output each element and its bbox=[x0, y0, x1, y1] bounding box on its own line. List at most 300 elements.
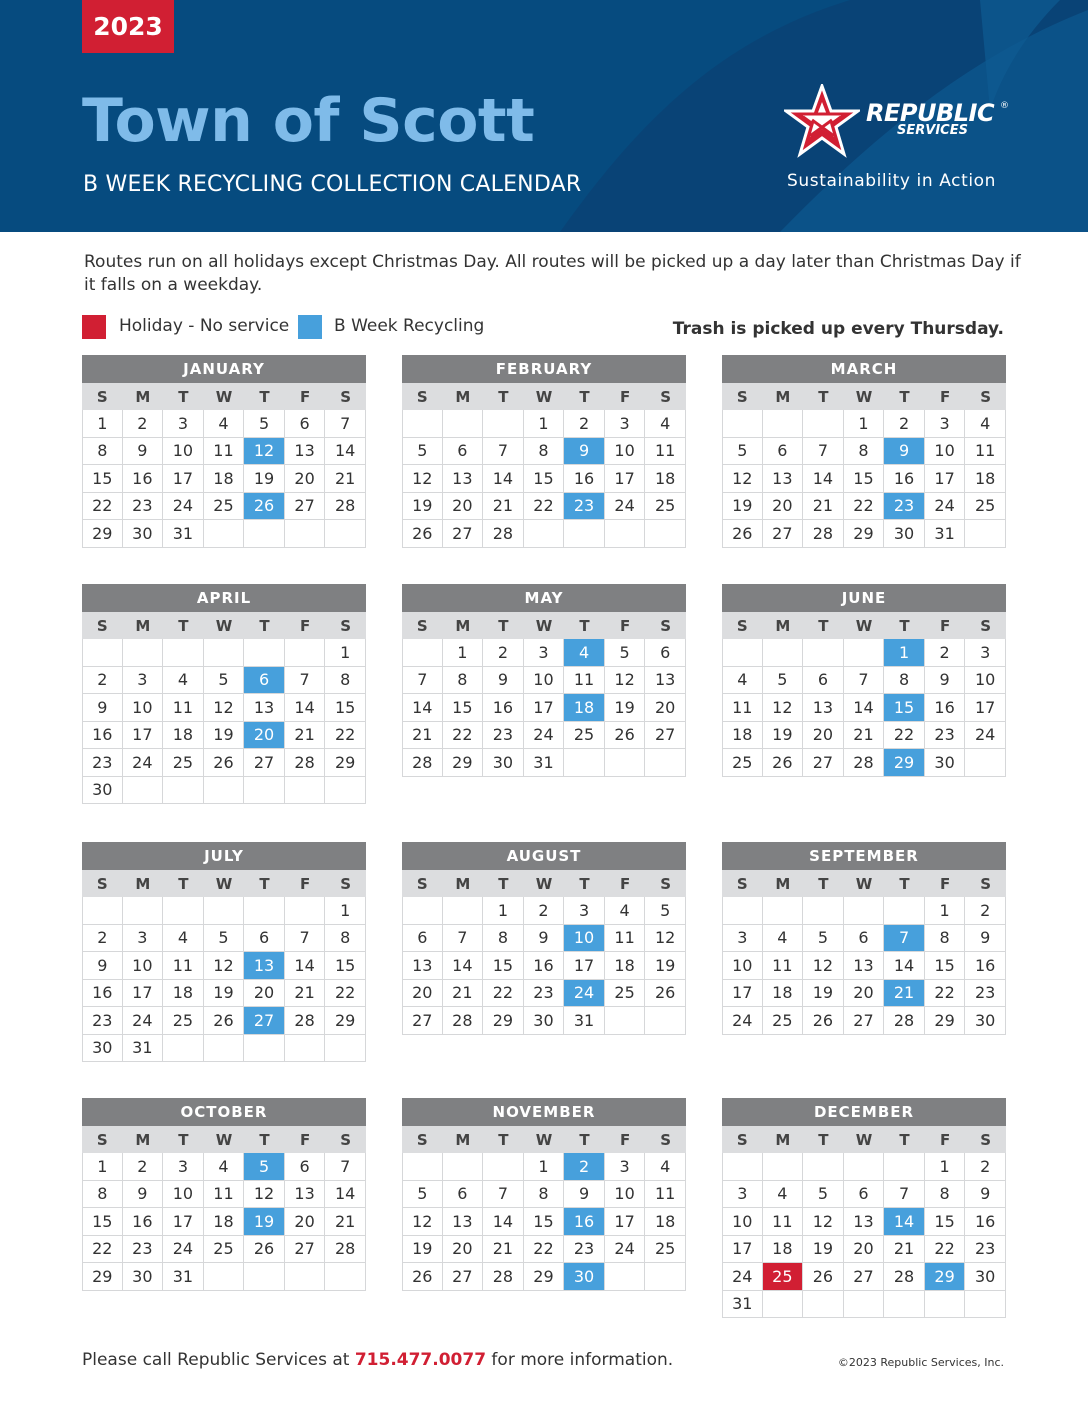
week-row bbox=[402, 749, 686, 777]
calendar-day: 8 bbox=[325, 667, 366, 695]
calendar-day: 2 bbox=[82, 667, 123, 695]
empty-day bbox=[803, 1291, 844, 1319]
intro-text: Routes run on all holidays except Christmas Day. All routes will be picked up a day later than Christmas Day if it falls on a weekday. bbox=[84, 252, 1021, 295]
week-row bbox=[722, 925, 1006, 953]
week-row bbox=[82, 438, 366, 466]
calendar-day: 14 bbox=[325, 438, 366, 466]
calendar-day: 19 bbox=[803, 1236, 844, 1264]
week-row bbox=[82, 1035, 366, 1063]
calendar-day: 17 bbox=[605, 465, 646, 493]
calendar-day: 30 bbox=[123, 1263, 164, 1291]
calendar-day: 5 bbox=[722, 438, 763, 466]
calendar-day: 18 bbox=[645, 1208, 686, 1236]
weekday-header: T bbox=[498, 616, 509, 635]
calendar-day: 4 bbox=[763, 925, 804, 953]
tagline: Sustainability in Action bbox=[787, 171, 997, 191]
calendar-day: 12 bbox=[204, 952, 245, 980]
calendar-day: 5 bbox=[605, 639, 646, 667]
weekday-header: S bbox=[660, 1130, 672, 1149]
empty-day bbox=[884, 897, 925, 925]
calendar-day: 10 bbox=[123, 694, 164, 722]
calendar-day: 1 bbox=[844, 410, 885, 438]
week-row bbox=[402, 925, 686, 953]
calendar-day: 27 bbox=[443, 520, 484, 548]
weekday-header: W bbox=[855, 1130, 873, 1149]
month-title: AUGUST bbox=[402, 842, 686, 870]
calendar-day: 9 bbox=[925, 667, 966, 695]
calendar-day: 22 bbox=[925, 1236, 966, 1264]
calendar-day: 19 bbox=[722, 493, 763, 521]
recycling-day: 26 bbox=[244, 493, 285, 521]
calendar-day: 20 bbox=[285, 1208, 326, 1236]
recycling-day: 5 bbox=[244, 1153, 285, 1181]
empty-day bbox=[844, 897, 885, 925]
calendar-day: 8 bbox=[82, 438, 123, 466]
weekday-header: T bbox=[178, 1130, 189, 1149]
calendar-day: 18 bbox=[204, 465, 245, 493]
month-december bbox=[722, 1098, 1006, 1318]
calendar-day: 26 bbox=[763, 749, 804, 777]
week-row bbox=[722, 1208, 1006, 1236]
calendar-day: 3 bbox=[564, 897, 605, 925]
weekday-header-row bbox=[82, 870, 366, 897]
empty-day bbox=[325, 1035, 366, 1063]
calendar-day: 20 bbox=[285, 465, 326, 493]
calendar-day: 3 bbox=[123, 667, 164, 695]
weekday-header: M bbox=[135, 874, 151, 893]
month-may bbox=[402, 584, 686, 777]
week-row bbox=[722, 1263, 1006, 1291]
week-row bbox=[402, 410, 686, 438]
week-row bbox=[402, 465, 686, 493]
calendar-day: 14 bbox=[483, 1208, 524, 1236]
calendar-day: 15 bbox=[82, 1208, 123, 1236]
calendar-day: 11 bbox=[965, 438, 1006, 466]
calendar-day: 8 bbox=[925, 1181, 966, 1209]
recycling-day: 9 bbox=[884, 438, 925, 466]
recycling-legend-swatch bbox=[298, 315, 322, 339]
empty-day bbox=[803, 410, 844, 438]
empty-day bbox=[402, 1153, 443, 1181]
empty-day bbox=[402, 410, 443, 438]
calendar-day: 12 bbox=[763, 694, 804, 722]
calendar-day: 14 bbox=[483, 465, 524, 493]
week-row bbox=[402, 694, 686, 722]
empty-day bbox=[524, 520, 565, 548]
footer-call-prefix: Please call Republic Services at bbox=[82, 1350, 355, 1370]
calendar-day: 15 bbox=[524, 1208, 565, 1236]
holiday-legend-label: Holiday - No service bbox=[119, 316, 290, 336]
calendar-day: 1 bbox=[925, 897, 966, 925]
calendar-day: 8 bbox=[325, 925, 366, 953]
empty-day bbox=[803, 897, 844, 925]
empty-day bbox=[244, 777, 285, 805]
calendar-day: 29 bbox=[844, 520, 885, 548]
calendar-day: 1 bbox=[483, 897, 524, 925]
week-row bbox=[402, 980, 686, 1008]
calendar-day: 21 bbox=[325, 465, 366, 493]
week-row bbox=[722, 749, 1006, 777]
weekday-header-row bbox=[402, 1126, 686, 1153]
footer-contact bbox=[82, 1350, 673, 1370]
calendar-day: 16 bbox=[483, 694, 524, 722]
weekday-header: T bbox=[178, 387, 189, 406]
calendar-day: 7 bbox=[884, 1181, 925, 1209]
calendar-day: 20 bbox=[844, 1236, 885, 1264]
calendar-day: 21 bbox=[884, 1236, 925, 1264]
calendar-day: 13 bbox=[244, 694, 285, 722]
calendar-day: 23 bbox=[965, 1236, 1006, 1264]
weekday-header: T bbox=[498, 1130, 509, 1149]
calendar-day: 23 bbox=[82, 749, 123, 777]
weekday-header-row bbox=[722, 1126, 1006, 1153]
empty-day bbox=[163, 639, 204, 667]
republic-star-icon bbox=[784, 84, 860, 158]
week-row bbox=[402, 722, 686, 750]
calendar-day: 17 bbox=[605, 1208, 646, 1236]
calendar-day: 18 bbox=[605, 952, 646, 980]
empty-day bbox=[564, 749, 605, 777]
calendar-day: 5 bbox=[204, 925, 245, 953]
week-row bbox=[82, 980, 366, 1008]
week-row bbox=[722, 639, 1006, 667]
calendar-day: 27 bbox=[645, 722, 686, 750]
calendar-day: 1 bbox=[325, 639, 366, 667]
recycling-day: 2 bbox=[564, 1153, 605, 1181]
weekday-header: T bbox=[899, 874, 910, 893]
calendar-day: 7 bbox=[483, 1181, 524, 1209]
calendar-day: 25 bbox=[204, 1236, 245, 1264]
calendar-day: 18 bbox=[645, 465, 686, 493]
weekday-header: F bbox=[299, 616, 311, 635]
calendar-day: 16 bbox=[965, 952, 1006, 980]
weekday-header: W bbox=[855, 874, 873, 893]
empty-day bbox=[645, 1007, 686, 1035]
calendar-day: 11 bbox=[763, 952, 804, 980]
recycling-day: 27 bbox=[244, 1007, 285, 1035]
weekday-header: M bbox=[775, 874, 791, 893]
calendar-day: 3 bbox=[163, 1153, 204, 1181]
week-row bbox=[722, 410, 1006, 438]
calendar-day: 20 bbox=[402, 980, 443, 1008]
weekday-header: M bbox=[135, 387, 151, 406]
weekday-header: T bbox=[579, 874, 590, 893]
calendar-day: 15 bbox=[325, 694, 366, 722]
empty-day bbox=[325, 777, 366, 805]
empty-day bbox=[722, 639, 763, 667]
month-january bbox=[82, 355, 366, 548]
calendar-day: 26 bbox=[402, 520, 443, 548]
logo-subtext: SERVICES bbox=[897, 123, 968, 138]
calendar-day: 30 bbox=[123, 520, 164, 548]
recycling-day: 4 bbox=[564, 639, 605, 667]
calendar-day: 10 bbox=[722, 1208, 763, 1236]
recycling-day: 12 bbox=[244, 438, 285, 466]
calendar-day: 19 bbox=[402, 493, 443, 521]
weekday-header: T bbox=[178, 874, 189, 893]
recycling-day: 20 bbox=[244, 722, 285, 750]
weekday-header: S bbox=[416, 1130, 428, 1149]
calendar-day: 12 bbox=[402, 465, 443, 493]
calendar-day: 13 bbox=[285, 438, 326, 466]
calendar-day: 29 bbox=[82, 520, 123, 548]
calendar-day: 15 bbox=[82, 465, 123, 493]
registered-mark: ® bbox=[1000, 101, 1009, 111]
month-june bbox=[722, 584, 1006, 777]
calendar-day: 11 bbox=[564, 667, 605, 695]
calendar-day: 17 bbox=[722, 1236, 763, 1264]
week-row bbox=[402, 897, 686, 925]
calendar-day: 24 bbox=[163, 1236, 204, 1264]
empty-day bbox=[443, 410, 484, 438]
calendar-day: 3 bbox=[524, 639, 565, 667]
calendar-day: 19 bbox=[402, 1236, 443, 1264]
empty-day bbox=[204, 897, 245, 925]
calendar-day: 2 bbox=[483, 639, 524, 667]
calendar-day: 14 bbox=[285, 694, 326, 722]
calendar-day: 18 bbox=[204, 1208, 245, 1236]
recycling-day: 30 bbox=[564, 1263, 605, 1291]
calendar-day: 22 bbox=[483, 980, 524, 1008]
calendar-day: 31 bbox=[925, 520, 966, 548]
calendar-day: 8 bbox=[925, 925, 966, 953]
calendar-day: 6 bbox=[285, 1153, 326, 1181]
calendar-day: 28 bbox=[803, 520, 844, 548]
recycling-day: 1 bbox=[884, 639, 925, 667]
calendar-day: 13 bbox=[763, 465, 804, 493]
calendar-day: 12 bbox=[722, 465, 763, 493]
calendar-day: 11 bbox=[722, 694, 763, 722]
calendar-day: 28 bbox=[285, 1007, 326, 1035]
calendar-day: 16 bbox=[82, 980, 123, 1008]
calendar-day: 28 bbox=[483, 520, 524, 548]
calendar-subtitle: B WEEK RECYCLING COLLECTION CALENDAR bbox=[83, 172, 582, 197]
calendar-day: 6 bbox=[803, 667, 844, 695]
calendar-day: 23 bbox=[123, 493, 164, 521]
year-badge: 2023 bbox=[82, 0, 174, 53]
month-october bbox=[82, 1098, 366, 1291]
calendar-day: 12 bbox=[402, 1208, 443, 1236]
calendar-day: 12 bbox=[244, 1181, 285, 1209]
calendar-day: 16 bbox=[123, 465, 164, 493]
calendar-day: 8 bbox=[443, 667, 484, 695]
month-september bbox=[722, 842, 1006, 1035]
calendar-day: 9 bbox=[82, 952, 123, 980]
calendar-day: 27 bbox=[285, 493, 326, 521]
calendar-day: 15 bbox=[925, 952, 966, 980]
month-title: JULY bbox=[82, 842, 366, 870]
week-row bbox=[82, 465, 366, 493]
weekday-header: F bbox=[619, 1130, 631, 1149]
calendar-day: 4 bbox=[645, 1153, 686, 1181]
calendar-day: 13 bbox=[443, 465, 484, 493]
calendar-day: 2 bbox=[884, 410, 925, 438]
week-row bbox=[722, 980, 1006, 1008]
empty-day bbox=[763, 639, 804, 667]
weekday-header: W bbox=[215, 1130, 233, 1149]
calendar-day: 21 bbox=[325, 1208, 366, 1236]
calendar-day: 8 bbox=[524, 1181, 565, 1209]
calendar-day: 13 bbox=[285, 1181, 326, 1209]
week-row bbox=[722, 465, 1006, 493]
weekday-header-row bbox=[82, 612, 366, 639]
calendar-day: 2 bbox=[564, 410, 605, 438]
calendar-day: 14 bbox=[884, 952, 925, 980]
empty-day bbox=[884, 1153, 925, 1181]
calendar-day: 17 bbox=[163, 465, 204, 493]
calendar-day: 11 bbox=[204, 438, 245, 466]
calendar-day: 5 bbox=[645, 897, 686, 925]
calendar-day: 11 bbox=[163, 952, 204, 980]
calendar-day: 20 bbox=[244, 980, 285, 1008]
calendar-day: 24 bbox=[925, 493, 966, 521]
calendar-day: 16 bbox=[564, 465, 605, 493]
calendar-day: 21 bbox=[443, 980, 484, 1008]
calendar-day: 13 bbox=[402, 952, 443, 980]
empty-day bbox=[325, 520, 366, 548]
recycling-day: 15 bbox=[884, 694, 925, 722]
weekday-header-row bbox=[82, 1126, 366, 1153]
calendar-day: 28 bbox=[844, 749, 885, 777]
calendar-day: 19 bbox=[803, 980, 844, 1008]
calendar-day: 14 bbox=[402, 694, 443, 722]
month-november bbox=[402, 1098, 686, 1291]
week-row bbox=[402, 1263, 686, 1291]
month-february bbox=[402, 355, 686, 548]
empty-day bbox=[244, 520, 285, 548]
week-row bbox=[722, 1291, 1006, 1319]
weekday-header: M bbox=[455, 616, 471, 635]
calendar-day: 10 bbox=[524, 667, 565, 695]
calendar-day: 2 bbox=[965, 897, 1006, 925]
week-row bbox=[402, 667, 686, 695]
calendar-day: 22 bbox=[524, 493, 565, 521]
week-row bbox=[722, 722, 1006, 750]
calendar-day: 17 bbox=[524, 694, 565, 722]
empty-day bbox=[884, 1291, 925, 1319]
calendar-day: 16 bbox=[925, 694, 966, 722]
weekday-header: S bbox=[416, 874, 428, 893]
calendar-day: 14 bbox=[803, 465, 844, 493]
calendar-day: 19 bbox=[645, 952, 686, 980]
calendar-day: 26 bbox=[645, 980, 686, 1008]
empty-day bbox=[204, 1035, 245, 1063]
empty-day bbox=[123, 639, 164, 667]
recycling-day: 24 bbox=[564, 980, 605, 1008]
week-row bbox=[402, 438, 686, 466]
calendar-day: 2 bbox=[965, 1153, 1006, 1181]
calendar-day: 23 bbox=[123, 1236, 164, 1264]
calendar-day: 10 bbox=[123, 952, 164, 980]
empty-day bbox=[645, 1263, 686, 1291]
calendar-day: 8 bbox=[884, 667, 925, 695]
calendar-day: 14 bbox=[325, 1181, 366, 1209]
calendar-day: 16 bbox=[82, 722, 123, 750]
empty-day bbox=[965, 520, 1006, 548]
calendar-day: 21 bbox=[803, 493, 844, 521]
calendar-day: 27 bbox=[844, 1263, 885, 1291]
calendar-day: 1 bbox=[443, 639, 484, 667]
calendar-day: 4 bbox=[763, 1181, 804, 1209]
calendar-day: 22 bbox=[82, 493, 123, 521]
calendar-day: 17 bbox=[123, 722, 164, 750]
calendar-day: 15 bbox=[443, 694, 484, 722]
weekday-header: W bbox=[215, 874, 233, 893]
week-row bbox=[82, 952, 366, 980]
week-row bbox=[82, 1007, 366, 1035]
month-august bbox=[402, 842, 686, 1035]
calendar-day: 5 bbox=[204, 667, 245, 695]
calendar-day: 6 bbox=[244, 925, 285, 953]
recycling-day: 6 bbox=[244, 667, 285, 695]
calendar-day: 28 bbox=[325, 493, 366, 521]
calendar-day: 5 bbox=[763, 667, 804, 695]
empty-day bbox=[965, 749, 1006, 777]
week-row bbox=[82, 410, 366, 438]
month-title: SEPTEMBER bbox=[722, 842, 1006, 870]
recycling-day: 16 bbox=[564, 1208, 605, 1236]
weekday-header: T bbox=[178, 616, 189, 635]
calendar-day: 24 bbox=[605, 493, 646, 521]
empty-day bbox=[244, 1263, 285, 1291]
empty-day bbox=[204, 777, 245, 805]
calendar-day: 17 bbox=[163, 1208, 204, 1236]
week-row bbox=[82, 667, 366, 695]
recycling-day: 21 bbox=[884, 980, 925, 1008]
week-row bbox=[82, 639, 366, 667]
weekday-header: S bbox=[96, 387, 108, 406]
calendar-day: 27 bbox=[844, 1007, 885, 1035]
calendar-day: 30 bbox=[965, 1263, 1006, 1291]
weekday-header: S bbox=[736, 616, 748, 635]
weekday-header: T bbox=[899, 1130, 910, 1149]
calendar-day: 4 bbox=[163, 925, 204, 953]
calendar-day: 19 bbox=[763, 722, 804, 750]
calendar-day: 26 bbox=[244, 1236, 285, 1264]
weekday-header: S bbox=[660, 874, 672, 893]
copyright: ©2023 Republic Services, Inc. bbox=[837, 1356, 1004, 1369]
week-row bbox=[82, 1263, 366, 1291]
weekday-header: F bbox=[299, 1130, 311, 1149]
calendar-day: 25 bbox=[965, 493, 1006, 521]
week-row bbox=[402, 1236, 686, 1264]
calendar-day: 24 bbox=[123, 1007, 164, 1035]
calendar-day: 7 bbox=[844, 667, 885, 695]
empty-day bbox=[564, 520, 605, 548]
recycling-day: 29 bbox=[884, 749, 925, 777]
week-row bbox=[722, 897, 1006, 925]
calendar-day: 24 bbox=[722, 1263, 763, 1291]
phone-number[interactable]: 715.477.0077 bbox=[354, 1350, 487, 1370]
calendar-day: 4 bbox=[163, 667, 204, 695]
week-row bbox=[402, 952, 686, 980]
calendar-day: 27 bbox=[443, 1263, 484, 1291]
week-row bbox=[722, 952, 1006, 980]
calendar-day: 20 bbox=[443, 493, 484, 521]
calendar-day: 8 bbox=[524, 438, 565, 466]
calendar-day: 12 bbox=[204, 694, 245, 722]
calendar-day: 22 bbox=[524, 1236, 565, 1264]
calendar-day: 24 bbox=[605, 1236, 646, 1264]
calendar-day: 7 bbox=[325, 410, 366, 438]
month-title: MAY bbox=[402, 584, 686, 612]
empty-day bbox=[285, 1263, 326, 1291]
calendar-day: 26 bbox=[803, 1007, 844, 1035]
calendar-day: 25 bbox=[564, 722, 605, 750]
calendar-day: 26 bbox=[402, 1263, 443, 1291]
calendar-day: 23 bbox=[483, 722, 524, 750]
weekday-header: W bbox=[855, 387, 873, 406]
